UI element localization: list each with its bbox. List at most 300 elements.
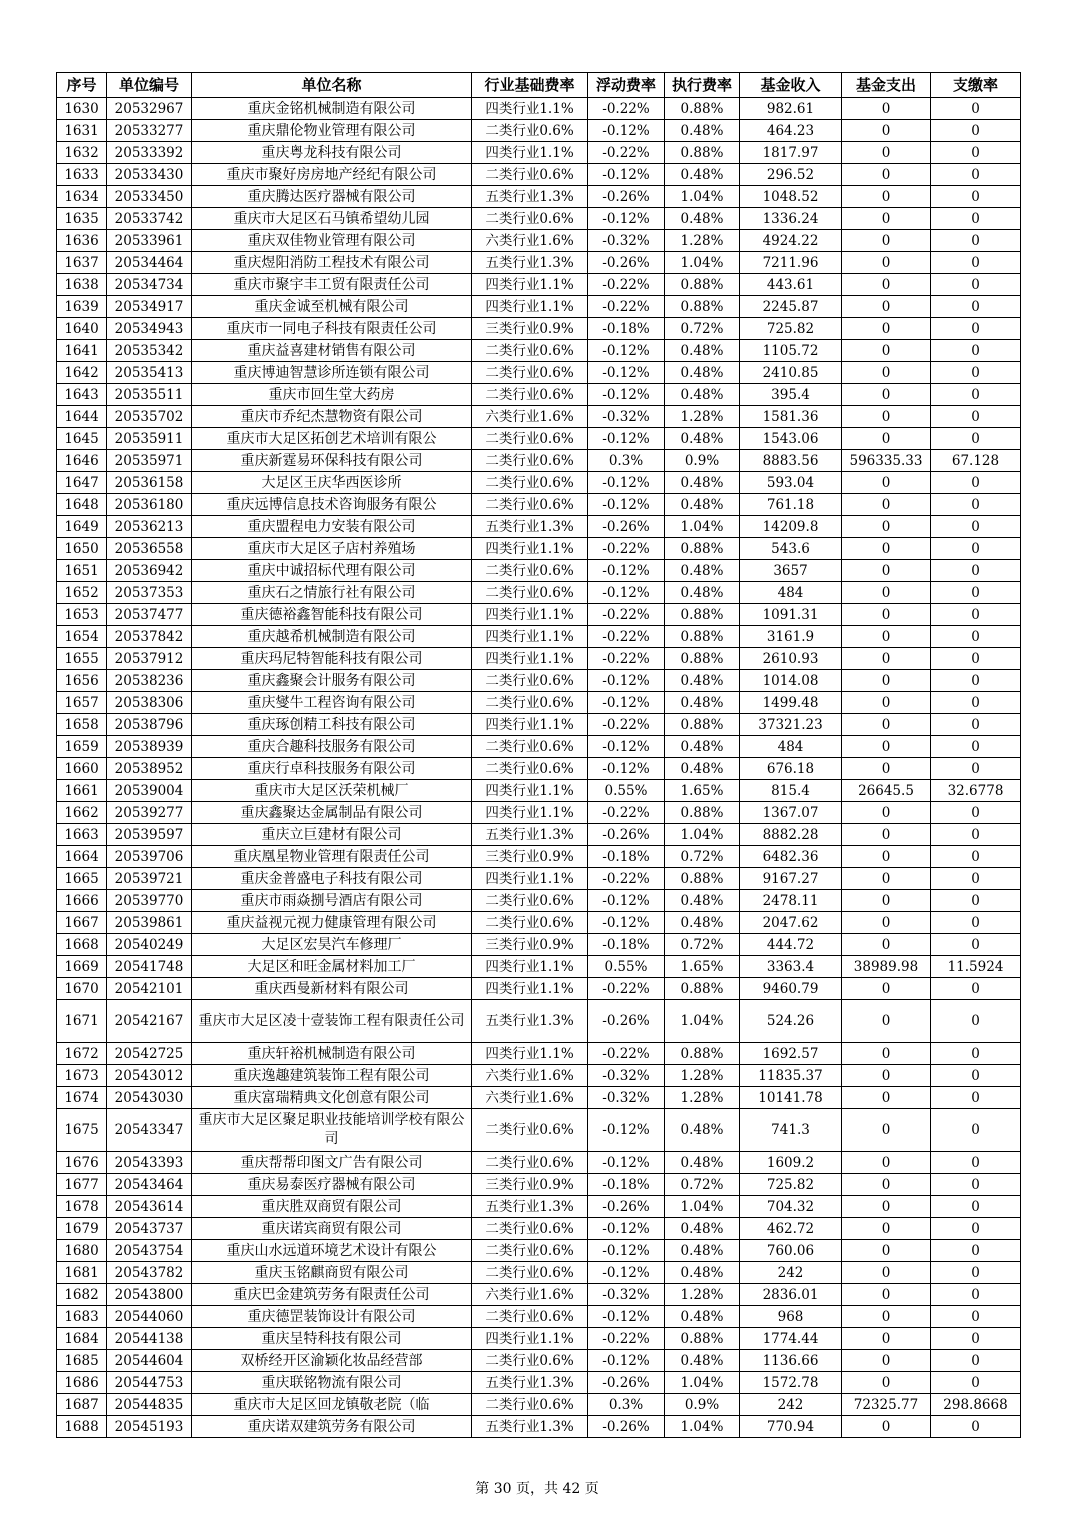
exec-rate-cell: 1.65% (665, 956, 740, 978)
seq-cell: 1663 (57, 824, 107, 846)
payout-ratio-cell: 0 (931, 670, 1021, 692)
table-row (57, 714, 1021, 736)
unit-name-cell: 重庆粤龙科技有限公司 (192, 142, 472, 164)
float-rate-cell: -0.12% (588, 362, 665, 384)
unit-name-cell: 重庆西曼新材料有限公司 (192, 978, 472, 1000)
seq-cell: 1631 (57, 120, 107, 142)
float-rate-cell: 0.3% (588, 450, 665, 472)
unit-name-cell: 重庆市乔纪杰慧物资有限公司 (192, 406, 472, 428)
fund-expense-cell: 0 (842, 824, 931, 846)
payout-ratio-cell: 0 (931, 604, 1021, 626)
fund-expense-cell: 0 (842, 164, 931, 186)
base-rate-cell: 二类行业0.6% (472, 582, 588, 604)
table-row (57, 1394, 1021, 1416)
table-row (57, 1350, 1021, 1372)
exec-rate-cell: 0.48% (665, 1109, 740, 1152)
payout-ratio-cell: 0 (931, 868, 1021, 890)
unit-name-cell: 重庆中诚招标代理有限公司 (192, 560, 472, 582)
fund-income-cell: 968 (740, 1306, 842, 1328)
fund-income-cell: 11835.37 (740, 1065, 842, 1087)
payout-ratio-cell: 0 (931, 714, 1021, 736)
unit-code-cell: 20534943 (107, 318, 192, 340)
base-rate-cell: 二类行业0.6% (472, 1218, 588, 1240)
fund-expense-cell: 0 (842, 846, 931, 868)
header-float-rate: 浮动费率 (588, 73, 665, 98)
table-row (57, 384, 1021, 406)
fund-expense-cell: 0 (842, 1109, 931, 1152)
fund-expense-cell: 0 (842, 120, 931, 142)
exec-rate-cell: 0.48% (665, 582, 740, 604)
float-rate-cell: -0.22% (588, 1328, 665, 1350)
payout-ratio-cell: 0 (931, 1284, 1021, 1306)
base-rate-cell: 四类行业1.1% (472, 868, 588, 890)
table-row (57, 824, 1021, 846)
float-rate-cell: -0.12% (588, 1218, 665, 1240)
float-rate-cell: -0.22% (588, 978, 665, 1000)
table-row (57, 428, 1021, 450)
table-row (57, 1284, 1021, 1306)
payout-ratio-cell: 0 (931, 384, 1021, 406)
seq-cell: 1648 (57, 494, 107, 516)
table-row (57, 758, 1021, 780)
float-rate-cell: -0.12% (588, 1240, 665, 1262)
seq-cell: 1644 (57, 406, 107, 428)
base-rate-cell: 二类行业0.6% (472, 912, 588, 934)
fund-income-cell: 1091.31 (740, 604, 842, 626)
float-rate-cell: -0.12% (588, 1152, 665, 1174)
fund-income-cell: 1609.2 (740, 1152, 842, 1174)
table-row (57, 868, 1021, 890)
unit-name-cell: 重庆合趣科技服务有限公司 (192, 736, 472, 758)
base-rate-cell: 二类行业0.6% (472, 362, 588, 384)
float-rate-cell: -0.12% (588, 472, 665, 494)
base-rate-cell: 三类行业0.9% (472, 1174, 588, 1196)
float-rate-cell: -0.18% (588, 934, 665, 956)
table-row (57, 208, 1021, 230)
table-row (57, 274, 1021, 296)
fund-income-cell: 2836.01 (740, 1284, 842, 1306)
payout-ratio-cell: 0 (931, 1350, 1021, 1372)
payout-ratio-cell: 0 (931, 846, 1021, 868)
fund-expense-cell: 596335.33 (842, 450, 931, 472)
base-rate-cell: 四类行业1.1% (472, 626, 588, 648)
unit-name-cell: 重庆远博信息技术咨询服务有限公 (192, 494, 472, 516)
unit-name-cell: 重庆诺宾商贸有限公司 (192, 1218, 472, 1240)
float-rate-cell: -0.32% (588, 406, 665, 428)
fund-expense-cell: 0 (842, 1416, 931, 1438)
seq-cell: 1662 (57, 802, 107, 824)
fund-income-cell: 8883.56 (740, 450, 842, 472)
payout-ratio-cell: 0 (931, 1240, 1021, 1262)
unit-code-cell: 20538939 (107, 736, 192, 758)
payout-ratio-cell: 0 (931, 560, 1021, 582)
base-rate-cell: 二类行业0.6% (472, 472, 588, 494)
fund-income-cell: 242 (740, 1262, 842, 1284)
seq-cell: 1641 (57, 340, 107, 362)
unit-name-cell: 重庆行卓科技服务有限公司 (192, 758, 472, 780)
fund-expense-cell: 0 (842, 802, 931, 824)
base-rate-cell: 四类行业1.1% (472, 604, 588, 626)
seq-cell: 1667 (57, 912, 107, 934)
fund-income-cell: 2245.87 (740, 296, 842, 318)
float-rate-cell: -0.12% (588, 582, 665, 604)
table-row (57, 1065, 1021, 1087)
fund-income-cell: 815.4 (740, 780, 842, 802)
unit-name-cell: 重庆市一同电子科技有限责任公司 (192, 318, 472, 340)
unit-code-cell: 20533450 (107, 186, 192, 208)
fund-expense-cell: 0 (842, 1000, 931, 1043)
unit-code-cell: 20539597 (107, 824, 192, 846)
unit-code-cell: 20544835 (107, 1394, 192, 1416)
seq-cell: 1682 (57, 1284, 107, 1306)
unit-name-cell: 重庆市大足区拓创艺术培训有限公 (192, 428, 472, 450)
unit-code-cell: 20536213 (107, 516, 192, 538)
unit-name-cell: 大足区宏昊汽车修理厂 (192, 934, 472, 956)
table-row (57, 1000, 1021, 1043)
float-rate-cell: -0.32% (588, 1087, 665, 1109)
base-rate-cell: 四类行业1.1% (472, 296, 588, 318)
seq-cell: 1681 (57, 1262, 107, 1284)
exec-rate-cell: 0.72% (665, 934, 740, 956)
unit-name-cell: 重庆燮牛工程咨询有限公司 (192, 692, 472, 714)
exec-rate-cell: 1.28% (665, 406, 740, 428)
seq-cell: 1675 (57, 1109, 107, 1152)
page-footer: 第 30 页，共 42 页 (475, 1481, 599, 1497)
fund-expense-cell: 0 (842, 1174, 931, 1196)
float-rate-cell: -0.12% (588, 1262, 665, 1284)
header-seq: 序号 (57, 73, 107, 98)
fund-expense-cell: 0 (842, 560, 931, 582)
float-rate-cell: -0.22% (588, 274, 665, 296)
exec-rate-cell: 1.04% (665, 1372, 740, 1394)
table-row (57, 1372, 1021, 1394)
payout-ratio-cell: 0 (931, 692, 1021, 714)
fund-income-cell: 1543.06 (740, 428, 842, 450)
base-rate-cell: 二类行业0.6% (472, 1350, 588, 1372)
fund-expense-cell: 0 (842, 1043, 931, 1065)
unit-code-cell: 20536180 (107, 494, 192, 516)
unit-code-cell: 20544753 (107, 1372, 192, 1394)
fund-expense-cell: 72325.77 (842, 1394, 931, 1416)
unit-name-cell: 重庆逸趣建筑装饰工程有限公司 (192, 1065, 472, 1087)
unit-name-cell: 重庆市聚好房房地产经纪有限公司 (192, 164, 472, 186)
exec-rate-cell: 0.48% (665, 1350, 740, 1372)
seq-cell: 1684 (57, 1328, 107, 1350)
fund-expense-cell: 0 (842, 1240, 931, 1262)
seq-cell: 1637 (57, 252, 107, 274)
fund-income-cell: 3161.9 (740, 626, 842, 648)
payout-ratio-cell: 0 (931, 582, 1021, 604)
exec-rate-cell: 0.48% (665, 428, 740, 450)
payout-ratio-cell: 11.5924 (931, 956, 1021, 978)
table-row (57, 1174, 1021, 1196)
fund-expense-cell: 0 (842, 714, 931, 736)
unit-code-cell: 20533961 (107, 230, 192, 252)
base-rate-cell: 五类行业1.3% (472, 186, 588, 208)
unit-code-cell: 20544060 (107, 1306, 192, 1328)
fund-expense-cell: 0 (842, 912, 931, 934)
payout-ratio-cell: 0 (931, 626, 1021, 648)
exec-rate-cell: 0.48% (665, 692, 740, 714)
payout-ratio-cell: 0 (931, 494, 1021, 516)
fund-expense-cell: 0 (842, 296, 931, 318)
table-row (57, 626, 1021, 648)
fund-income-cell: 1014.08 (740, 670, 842, 692)
table-row (57, 890, 1021, 912)
table-row (57, 1240, 1021, 1262)
fund-expense-cell: 0 (842, 384, 931, 406)
payout-ratio-cell: 0 (931, 274, 1021, 296)
base-rate-cell: 二类行业0.6% (472, 1152, 588, 1174)
table-row (57, 956, 1021, 978)
seq-cell: 1656 (57, 670, 107, 692)
table-row (57, 318, 1021, 340)
base-rate-cell: 五类行业1.3% (472, 824, 588, 846)
fund-expense-cell: 0 (842, 1306, 931, 1328)
table-row (57, 912, 1021, 934)
fund-income-cell: 704.32 (740, 1196, 842, 1218)
unit-name-cell: 重庆腾达医疗器械有限公司 (192, 186, 472, 208)
table-row (57, 648, 1021, 670)
table-row (57, 1218, 1021, 1240)
table-row (57, 582, 1021, 604)
fund-income-cell: 543.6 (740, 538, 842, 560)
exec-rate-cell: 0.88% (665, 802, 740, 824)
unit-name-cell: 重庆市大足区沃荣机械厂 (192, 780, 472, 802)
table-row (57, 670, 1021, 692)
float-rate-cell: -0.26% (588, 824, 665, 846)
exec-rate-cell: 1.28% (665, 230, 740, 252)
header-exec-rate: 执行费率 (665, 73, 740, 98)
unit-name-cell: 重庆越希机械制造有限公司 (192, 626, 472, 648)
seq-cell: 1633 (57, 164, 107, 186)
float-rate-cell: 0.55% (588, 956, 665, 978)
exec-rate-cell: 0.48% (665, 1240, 740, 1262)
payout-ratio-cell: 0 (931, 736, 1021, 758)
unit-code-cell: 20538796 (107, 714, 192, 736)
seq-cell: 1654 (57, 626, 107, 648)
fund-table (56, 72, 1021, 1438)
header-base-rate: 行业基础费率 (472, 73, 588, 98)
table-row (57, 802, 1021, 824)
unit-name-cell: 重庆市大足区回龙镇敬老院（临 (192, 1394, 472, 1416)
fund-expense-cell: 0 (842, 1087, 931, 1109)
unit-code-cell: 20543754 (107, 1240, 192, 1262)
exec-rate-cell: 1.28% (665, 1284, 740, 1306)
payout-ratio-cell: 0 (931, 1000, 1021, 1043)
float-rate-cell: -0.22% (588, 868, 665, 890)
seq-cell: 1674 (57, 1087, 107, 1109)
fund-expense-cell: 0 (842, 1350, 931, 1372)
float-rate-cell: -0.26% (588, 1196, 665, 1218)
unit-code-cell: 20538306 (107, 692, 192, 714)
payout-ratio-cell: 0 (931, 648, 1021, 670)
table-row (57, 164, 1021, 186)
float-rate-cell: -0.22% (588, 648, 665, 670)
unit-code-cell: 20534464 (107, 252, 192, 274)
float-rate-cell: -0.12% (588, 208, 665, 230)
fund-expense-cell: 0 (842, 494, 931, 516)
seq-cell: 1676 (57, 1152, 107, 1174)
fund-income-cell: 2410.85 (740, 362, 842, 384)
payout-ratio-cell: 0 (931, 516, 1021, 538)
fund-expense-cell: 38989.98 (842, 956, 931, 978)
exec-rate-cell: 0.48% (665, 670, 740, 692)
base-rate-cell: 三类行业0.9% (472, 318, 588, 340)
fund-income-cell: 14209.8 (740, 516, 842, 538)
table-row (57, 340, 1021, 362)
base-rate-cell: 二类行业0.6% (472, 1240, 588, 1262)
float-rate-cell: -0.26% (588, 1416, 665, 1438)
fund-expense-cell: 0 (842, 1372, 931, 1394)
float-rate-cell: -0.22% (588, 604, 665, 626)
unit-name-cell: 重庆巴金建筑劳务有限责任公司 (192, 1284, 472, 1306)
fund-income-cell: 2478.11 (740, 890, 842, 912)
payout-ratio-cell: 0 (931, 230, 1021, 252)
seq-cell: 1658 (57, 714, 107, 736)
base-rate-cell: 二类行业0.6% (472, 890, 588, 912)
unit-code-cell: 20539861 (107, 912, 192, 934)
unit-name-cell: 重庆德裕鑫智能科技有限公司 (192, 604, 472, 626)
exec-rate-cell: 0.88% (665, 98, 740, 120)
float-rate-cell: 0.55% (588, 780, 665, 802)
base-rate-cell: 二类行业0.6% (472, 1262, 588, 1284)
float-rate-cell: -0.12% (588, 164, 665, 186)
unit-code-cell: 20535971 (107, 450, 192, 472)
unit-name-cell: 重庆金普盛电子科技有限公司 (192, 868, 472, 890)
fund-income-cell: 676.18 (740, 758, 842, 780)
fund-expense-cell: 0 (842, 1152, 931, 1174)
float-rate-cell: -0.12% (588, 1306, 665, 1328)
base-rate-cell: 二类行业0.6% (472, 560, 588, 582)
seq-cell: 1670 (57, 978, 107, 1000)
seq-cell: 1680 (57, 1240, 107, 1262)
seq-cell: 1678 (57, 1196, 107, 1218)
unit-code-cell: 20539706 (107, 846, 192, 868)
float-rate-cell: -0.22% (588, 98, 665, 120)
payout-ratio-cell: 0 (931, 912, 1021, 934)
float-rate-cell: -0.32% (588, 1065, 665, 1087)
table-row (57, 1196, 1021, 1218)
base-rate-cell: 四类行业1.1% (472, 142, 588, 164)
fund-income-cell: 1499.48 (740, 692, 842, 714)
unit-name-cell: 重庆玛尼特智能科技有限公司 (192, 648, 472, 670)
unit-code-cell: 20539004 (107, 780, 192, 802)
unit-code-cell: 20533392 (107, 142, 192, 164)
payout-ratio-cell: 0 (931, 142, 1021, 164)
seq-cell: 1652 (57, 582, 107, 604)
unit-name-cell: 重庆琢创精工科技有限公司 (192, 714, 472, 736)
float-rate-cell: -0.12% (588, 692, 665, 714)
unit-name-cell: 重庆益喜建材销售有限公司 (192, 340, 472, 362)
payout-ratio-cell: 0 (931, 296, 1021, 318)
exec-rate-cell: 0.48% (665, 1306, 740, 1328)
unit-code-cell: 20543800 (107, 1284, 192, 1306)
base-rate-cell: 四类行业1.1% (472, 98, 588, 120)
float-rate-cell: -0.26% (588, 252, 665, 274)
fund-income-cell: 443.61 (740, 274, 842, 296)
base-rate-cell: 二类行业0.6% (472, 670, 588, 692)
base-rate-cell: 二类行业0.6% (472, 494, 588, 516)
seq-cell: 1664 (57, 846, 107, 868)
table-row (57, 120, 1021, 142)
fund-expense-cell: 0 (842, 318, 931, 340)
payout-ratio-cell: 67.128 (931, 450, 1021, 472)
seq-cell: 1655 (57, 648, 107, 670)
exec-rate-cell: 0.72% (665, 1174, 740, 1196)
float-rate-cell: -0.32% (588, 230, 665, 252)
exec-rate-cell: 0.88% (665, 1043, 740, 1065)
fund-expense-cell: 0 (842, 1065, 931, 1087)
table-row (57, 978, 1021, 1000)
base-rate-cell: 四类行业1.1% (472, 780, 588, 802)
base-rate-cell: 四类行业1.1% (472, 648, 588, 670)
seq-cell: 1646 (57, 450, 107, 472)
seq-cell: 1688 (57, 1416, 107, 1438)
float-rate-cell: -0.12% (588, 560, 665, 582)
fund-expense-cell: 0 (842, 1284, 931, 1306)
unit-name-cell: 重庆煜阳消防工程技术有限公司 (192, 252, 472, 274)
float-rate-cell: -0.26% (588, 1372, 665, 1394)
fund-income-cell: 1581.36 (740, 406, 842, 428)
exec-rate-cell: 0.88% (665, 274, 740, 296)
payout-ratio-cell: 32.6778 (931, 780, 1021, 802)
payout-ratio-cell: 0 (931, 538, 1021, 560)
base-rate-cell: 四类行业1.1% (472, 1043, 588, 1065)
float-rate-cell: -0.22% (588, 626, 665, 648)
fund-income-cell: 1817.97 (740, 142, 842, 164)
unit-name-cell: 重庆市雨焱捌号酒店有限公司 (192, 890, 472, 912)
float-rate-cell: -0.32% (588, 1284, 665, 1306)
fund-income-cell: 593.04 (740, 472, 842, 494)
fund-expense-cell: 0 (842, 538, 931, 560)
base-rate-cell: 四类行业1.1% (472, 274, 588, 296)
payout-ratio-cell: 0 (931, 1087, 1021, 1109)
payout-ratio-cell: 0 (931, 318, 1021, 340)
fund-income-cell: 8882.28 (740, 824, 842, 846)
header-fund-expense: 基金支出 (842, 73, 931, 98)
base-rate-cell: 六类行业1.6% (472, 1065, 588, 1087)
payout-ratio-cell: 0 (931, 186, 1021, 208)
fund-income-cell: 1774.44 (740, 1328, 842, 1350)
fund-income-cell: 2610.93 (740, 648, 842, 670)
unit-code-cell: 20537842 (107, 626, 192, 648)
seq-cell: 1635 (57, 208, 107, 230)
float-rate-cell: -0.18% (588, 846, 665, 868)
float-rate-cell: -0.22% (588, 802, 665, 824)
float-rate-cell: -0.12% (588, 1350, 665, 1372)
float-rate-cell: -0.26% (588, 186, 665, 208)
fund-expense-cell: 0 (842, 252, 931, 274)
unit-name-cell: 重庆鑫聚会计服务有限公司 (192, 670, 472, 692)
seq-cell: 1647 (57, 472, 107, 494)
fund-expense-cell: 0 (842, 1196, 931, 1218)
unit-code-cell: 20543614 (107, 1196, 192, 1218)
float-rate-cell: -0.12% (588, 340, 665, 362)
table-row (57, 604, 1021, 626)
seq-cell: 1672 (57, 1043, 107, 1065)
unit-code-cell: 20543464 (107, 1174, 192, 1196)
header-row (57, 73, 1021, 98)
exec-rate-cell: 1.04% (665, 516, 740, 538)
float-rate-cell: -0.22% (588, 296, 665, 318)
exec-rate-cell: 0.48% (665, 890, 740, 912)
seq-cell: 1650 (57, 538, 107, 560)
fund-expense-cell: 0 (842, 340, 931, 362)
fund-expense-cell: 0 (842, 472, 931, 494)
fund-income-cell: 1572.78 (740, 1372, 842, 1394)
payout-ratio-cell: 0 (931, 428, 1021, 450)
